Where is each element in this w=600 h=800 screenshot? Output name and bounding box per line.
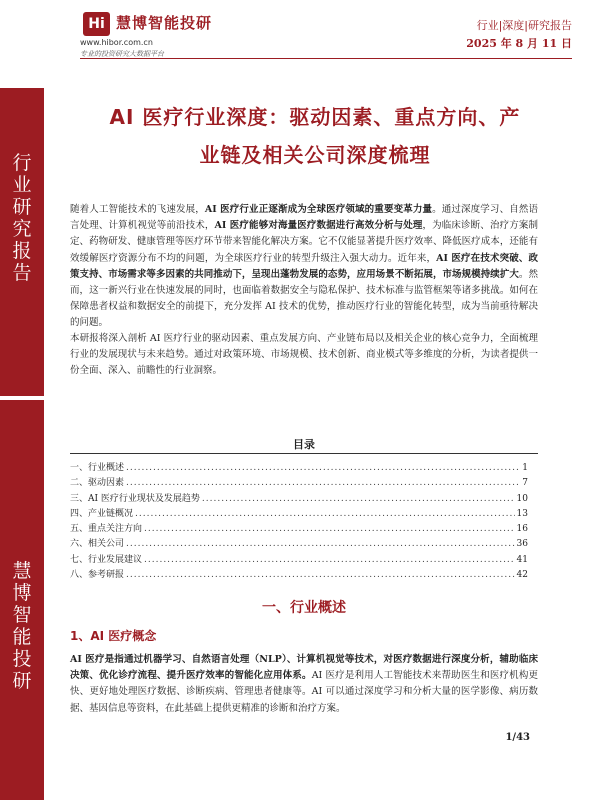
intro-emphasis: AI 医疗能够对海量医疗数据进行高效分析与处理 (214, 220, 423, 232)
toc-leader (144, 522, 515, 537)
report-type: 行业|深度|研究报告 (476, 19, 572, 32)
intro-emphasis: AI 医疗在技术突破、政策支持、市场需求等多因素的共同推动下，呈现出蓬勃发展的态势，应用场景不断拓展，市场规模持续扩大 (70, 252, 538, 280)
toc-item-page: 7 (522, 478, 528, 489)
toc-item[interactable] (70, 461, 528, 476)
intro-text: 。然而，这一新兴行业在快速发展的同时，也面临着数据安全与隐私保护、技术标准与监管框架等诸多挑战。如何在保障患者权益和数据安全的前提下，充分发挥 AI 技术的优势，推动医疗行业的智能化转型，成为当前亟待解决的问题。 (70, 268, 538, 329)
sidebar-top-label: 行业研究报告 (12, 152, 32, 284)
toc-item[interactable] (70, 537, 528, 552)
toc-item-label: 四、产业链概况 (70, 508, 134, 519)
toc-item-label: 三、AI 医疗行业现状及发展趋势 (70, 493, 200, 504)
toc-item-label: 二、驱动因素 (70, 478, 125, 489)
toc-title: 目录 (293, 438, 315, 451)
logo-name: 慧博智能投研 (116, 14, 213, 32)
toc-item-label: 六、相关公司 (70, 539, 125, 550)
title-line-2: 业链及相关公司深度梳理 (199, 143, 431, 167)
toc-leader (126, 476, 520, 491)
section-emphasis: AI 医疗是指通过机器学习、自然语言处理（NLP）、计算机视觉等技术，对医疗数据进行深度分析，辅助临床决策、优化诊疗流程、提升医疗效率的智能化应用体系。 (70, 654, 538, 682)
section-text: AI 医疗是利用人工智能技术来帮助医生和医疗机构更快、更好地处理医疗数据、诊断疾病、管理患者健康等。AI 可以通过深度学习和分析大量的医学影像、病历数据、基因信息等资料，在此基础上提供更精准的诊断和治疗方案。 (70, 670, 538, 714)
page-number: 1/43 (505, 732, 530, 743)
toc-leader (126, 461, 520, 476)
intro-paragraph-2: 本研报将深入剖析 AI 医疗行业的驱动因素、重点发展方向、产业链布局以及相关企业的核心竞争力，全面梳理行业的发展现状与未来趋势。通过对政策环境、市场规模、技术创新、商业模式等多维度的分析，为读者提供一份全面、深入、前瞻性的行业洞察。 (70, 333, 538, 377)
logo-slogan: 专业的投资研究大数据平台 (80, 50, 164, 58)
section-heading: 一、行业概述 (262, 600, 346, 616)
toc-item-page: 41 (516, 554, 528, 565)
toc-item-label: 五、重点关注方向 (70, 524, 143, 535)
intro-text: ，为临床诊断、治疗方案制定、药物研发、健康管理等医疗环节带来智能化解决方案。它不仅能显著提升医疗效率、降低医疗成本，还能有效缓解医疗资源分布不均的问题，为全球医疗行业的转型升级注入强大动力。近年来， (70, 220, 538, 264)
toc-divider (70, 453, 538, 454)
intro-text: 随着人工智能技术的飞速发展， (70, 204, 205, 215)
toc-item[interactable] (70, 476, 528, 491)
toc-item[interactable] (70, 568, 528, 583)
title-line-1: AI 医疗行业深度：驱动因素、重点方向、产 (109, 105, 521, 129)
header-divider (80, 58, 572, 59)
toc-leader (144, 553, 515, 568)
toc-item-page: 42 (516, 570, 528, 581)
toc-item[interactable] (70, 522, 528, 537)
intro-paragraph-1 (70, 202, 538, 332)
toc-item[interactable] (70, 492, 528, 507)
toc-item-page: 36 (516, 539, 528, 550)
page-title (80, 98, 550, 174)
toc-item-page: 10 (516, 493, 528, 504)
subsection-heading: 1、AI 医疗概念 (70, 629, 157, 643)
toc-leader (135, 507, 515, 522)
toc-item-label: 七、行业发展建议 (70, 554, 143, 565)
toc-leader (126, 537, 515, 552)
toc-item-page: 16 (516, 524, 528, 535)
toc-item[interactable] (70, 553, 528, 568)
toc-item-page: 13 (516, 508, 528, 519)
toc-leader (126, 568, 515, 583)
intro-text: 。通过深度学习、自然语言处理、计算机视觉等前沿技术， (70, 204, 538, 232)
logo-url: www.hibor.com.cn (80, 38, 153, 47)
table-of-contents (70, 461, 528, 583)
section-paragraph (70, 652, 538, 717)
toc-item-label: 一、行业概述 (70, 463, 125, 473)
report-date: 2025 年 8 月 11 日 (466, 37, 572, 50)
logo-icon: Hi (83, 12, 110, 36)
toc-item-label: 八、参考研报 (70, 570, 125, 581)
toc-item-page: 1 (522, 463, 528, 473)
toc-item[interactable] (70, 507, 528, 522)
intro-emphasis: AI 医疗行业正逐渐成为全球医疗领域的重要变革力量 (204, 204, 433, 215)
sidebar-bottom-label: 慧博智能投研 (12, 560, 32, 692)
toc-leader (202, 492, 515, 507)
